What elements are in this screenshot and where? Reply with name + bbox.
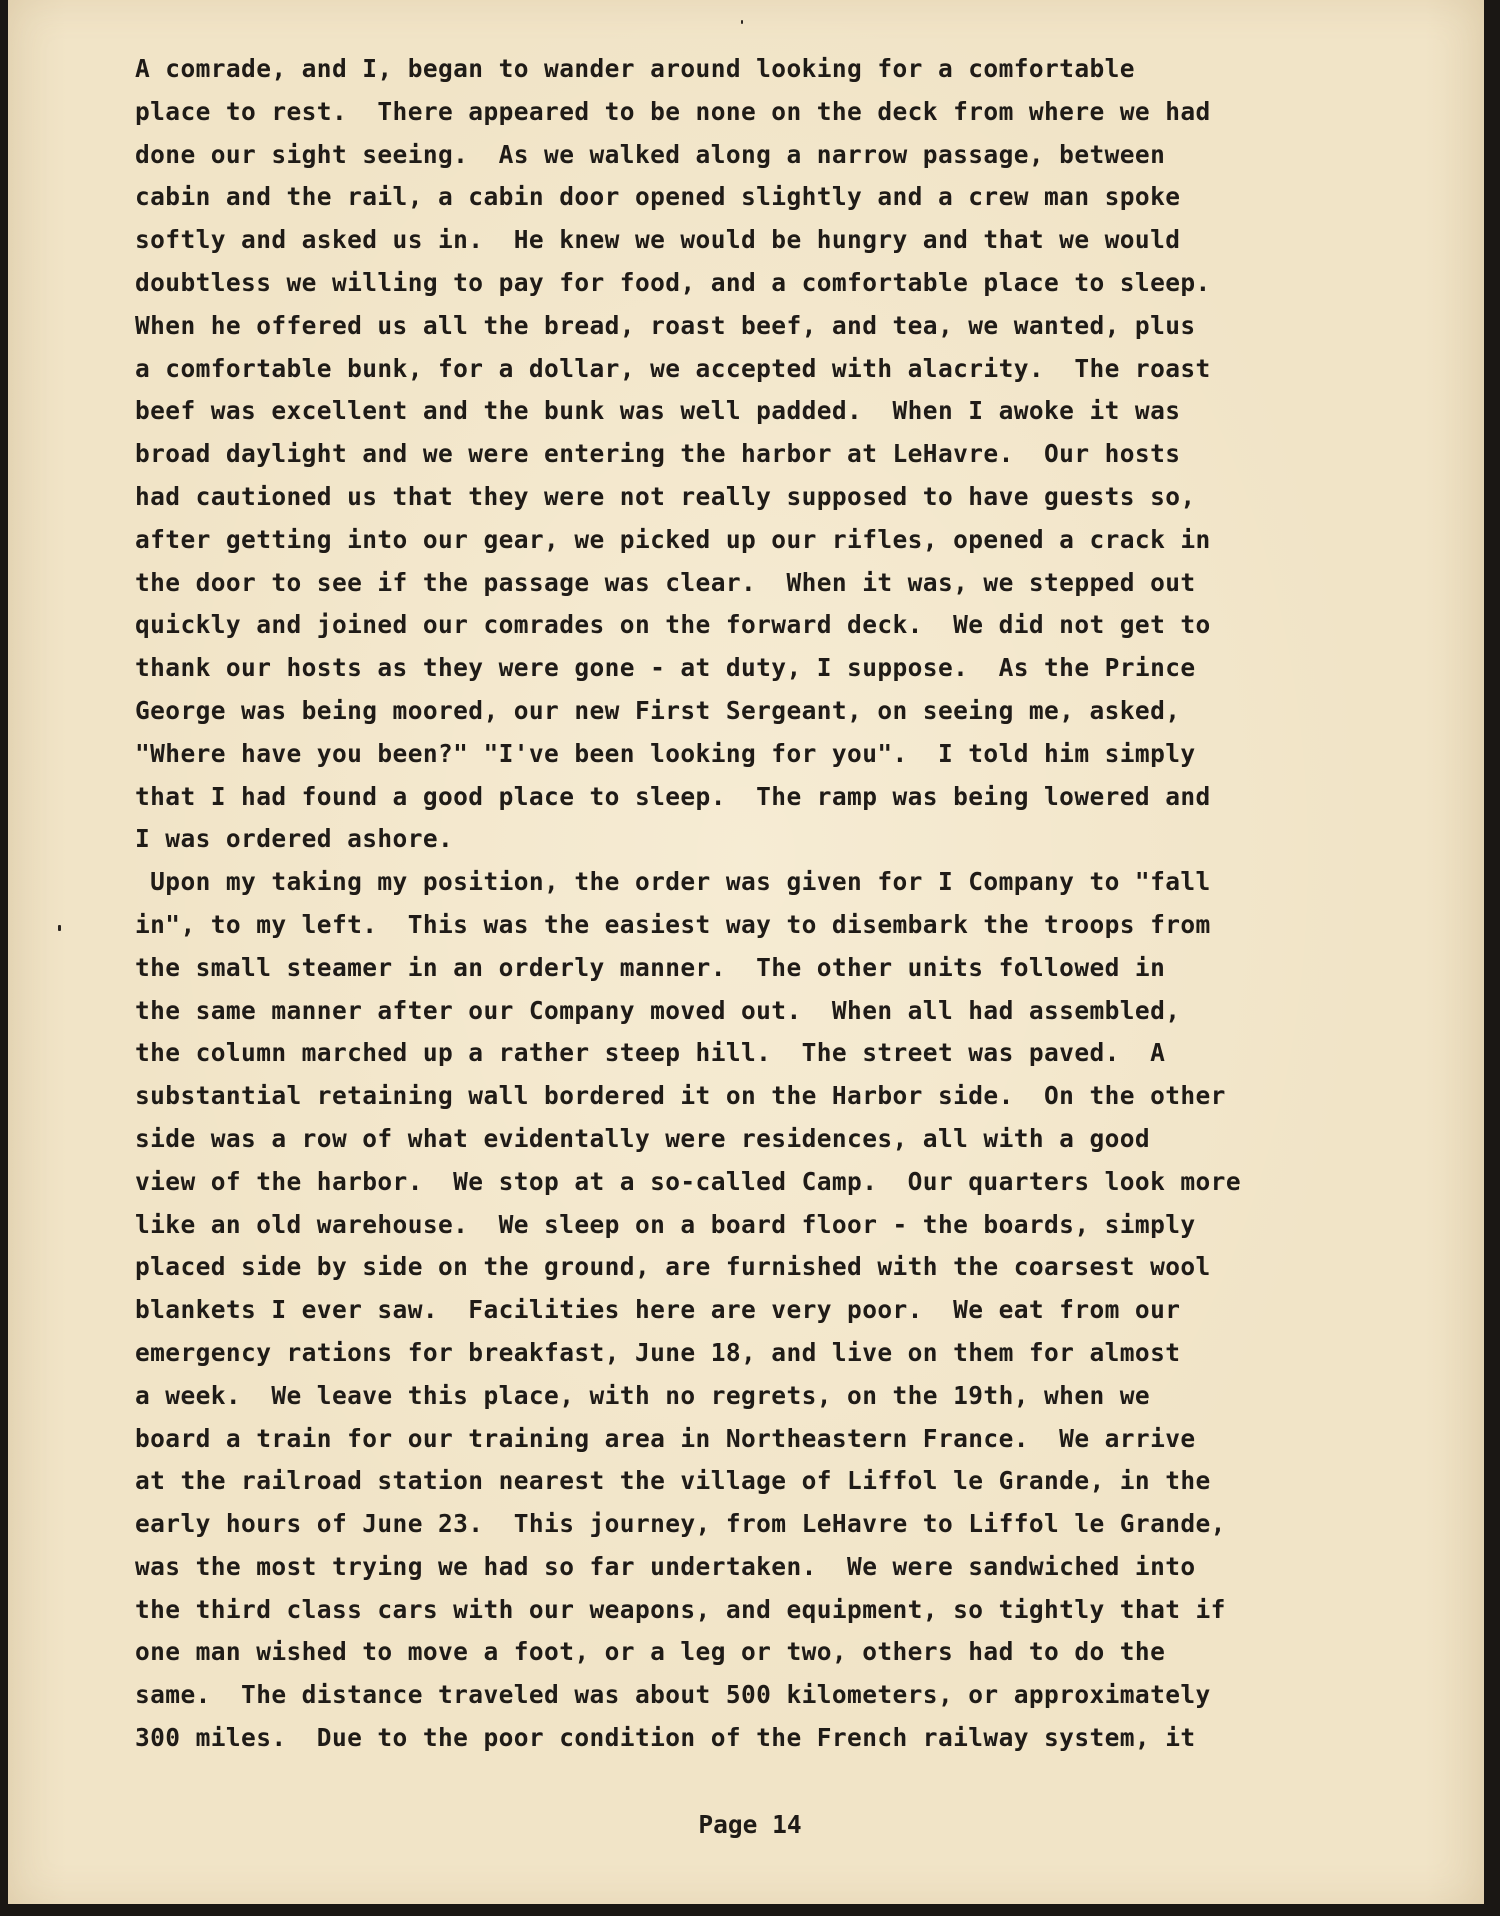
text-line: side was a row of what evidentally were residences, all with a good [135, 1123, 1151, 1153]
ink-speck [58, 925, 61, 931]
text-line: after getting into our gear, we picked up our rifles, opened a crack in [135, 524, 1211, 554]
text-line: board a train for our training area in Northeastern France. We arrive [135, 1423, 1196, 1453]
text-line: one man wished to move a foot, or a leg or two, others had to do the [135, 1637, 1166, 1667]
text-line: the column marched up a rather steep hill. The street was paved. A [135, 1038, 1166, 1068]
text-line: place to rest. There appeared to be none on the deck from where we had [135, 96, 1211, 126]
ink-speck [741, 20, 743, 24]
text-line: in", to my left. This was the easiest way to disembark the troops from [135, 909, 1211, 939]
text-line: was the most trying we had so far undertaken. We were sandwiched into [135, 1551, 1196, 1581]
text-line: thank our hosts as they were gone - at duty, I suppose. As the Prince [135, 653, 1196, 683]
text-line: the same manner after our Company moved out. When all had assembled, [135, 995, 1181, 1025]
text-line: had cautioned us that they were not really supposed to have guests so, [135, 481, 1196, 511]
text-line: that I had found a good place to sleep. The ramp was being lowered and [135, 781, 1211, 811]
text-line: broad daylight and we were entering the harbor at LeHavre. Our hosts [135, 439, 1181, 469]
typed-body-text [135, 48, 1475, 1760]
text-line: emergency rations for breakfast, June 18, and live on them for almost [135, 1337, 1181, 1367]
text-line: A comrade, and I, began to wander around looking for a comfortable [135, 54, 1135, 83]
text-line: George was being moored, our new First Sergeant, on seeing me, asked, [135, 695, 1181, 725]
text-line: cabin and the rail, a cabin door opened slightly and a crew man spoke [135, 182, 1181, 212]
text-line: quickly and joined our comrades on the forward deck. We did not get to [135, 610, 1211, 640]
text-line: blankets I ever saw. Facilities here are very poor. We eat from our [135, 1295, 1181, 1325]
text-line: early hours of June 23. This journey, from LeHavre to Liffol le Grande, [135, 1509, 1226, 1539]
text-line: substantial retaining wall bordered it on the Harbor side. On the other [135, 1081, 1226, 1111]
text-line: When he offered us all the bread, roast beef, and tea, we wanted, plus [135, 310, 1196, 340]
text-line: done our sight seeing. As we walked along a narrow passage, between [135, 139, 1166, 169]
text-line: softly and asked us in. He knew we would be hungry and that we would [135, 225, 1181, 255]
page-number: Page 14 [698, 1810, 802, 1839]
text-line: 300 miles. Due to the poor condition of the French railway system, it [135, 1723, 1196, 1753]
text-line: I was ordered ashore. [135, 824, 454, 854]
text-line: like an old warehouse. We sleep on a board floor - the boards, simply [135, 1209, 1196, 1239]
text-line: "Where have you been?" "I've been looking for you". I told him simply [135, 738, 1196, 768]
text-line: doubtless we willing to pay for food, and a comfortable place to sleep. [135, 267, 1211, 297]
text-line: the door to see if the passage was clear. When it was, we stepped out [135, 567, 1196, 597]
text-line: a comfortable bunk, for a dollar, we accepted with alacrity. The roast [135, 353, 1211, 383]
text-line: the third class cars with our weapons, and equipment, so tightly that if [135, 1594, 1226, 1624]
text-line: view of the harbor. We stop at a so-called Camp. Our quarters look more [135, 1166, 1241, 1196]
text-line: beef was excellent and the bunk was well padded. When I awoke it was [135, 396, 1181, 426]
text-line: a week. We leave this place, with no regrets, on the 19th, when we [135, 1380, 1151, 1410]
text-line: Upon my taking my position, the order was given for I Company to "fall [135, 867, 1211, 897]
text-line: the small steamer in an orderly manner. The other units followed in [135, 952, 1166, 982]
text-line: placed side by side on the ground, are furnished with the coarsest wool [135, 1252, 1211, 1282]
text-line: same. The distance traveled was about 500 kilometers, or approximately [135, 1680, 1211, 1710]
text-line: at the railroad station nearest the village of Liffol le Grande, in the [135, 1466, 1211, 1496]
